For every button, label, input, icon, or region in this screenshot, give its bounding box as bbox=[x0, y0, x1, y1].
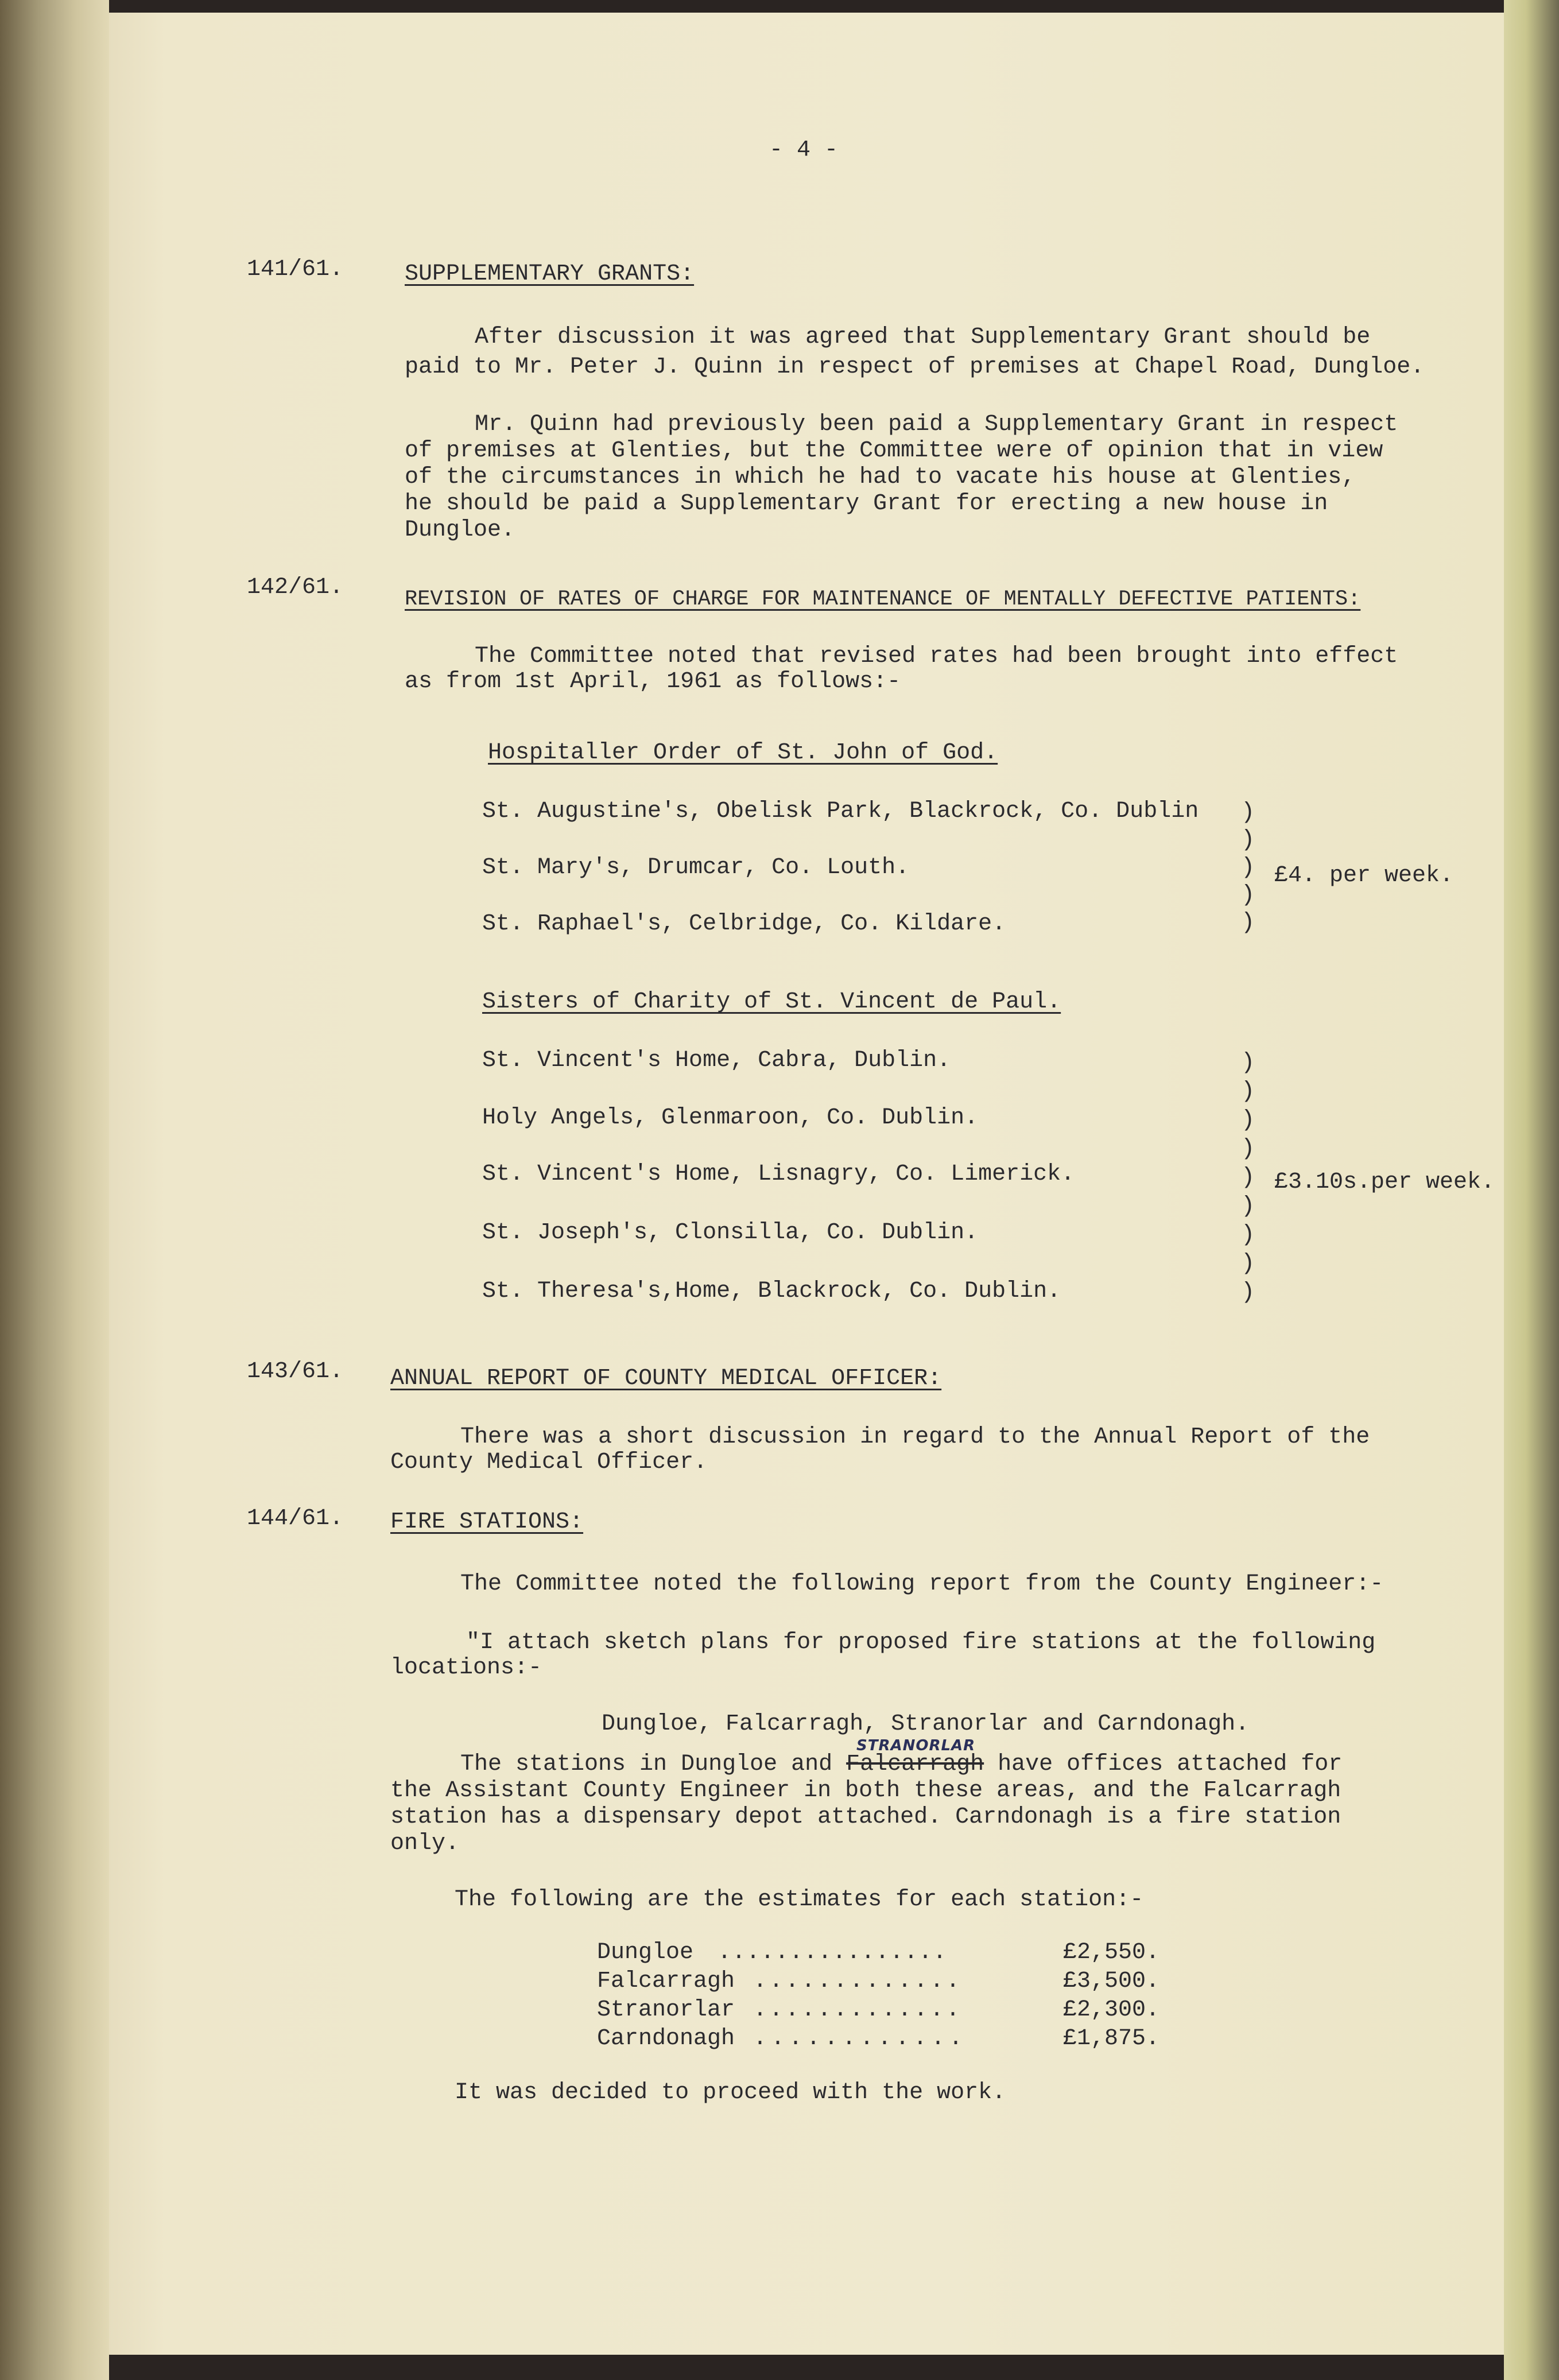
brace: ) bbox=[1241, 827, 1255, 853]
brace: ) bbox=[1241, 1280, 1255, 1305]
estimate-name: Falcarragh bbox=[597, 1968, 735, 1994]
heading-supplementary-grants: SUPPLEMENTARY GRANTS: bbox=[405, 261, 695, 287]
estimate-dots: ............. bbox=[753, 1997, 963, 2023]
paragraph-line: locations:- bbox=[390, 1655, 542, 1681]
brace: ) bbox=[1241, 1050, 1255, 1076]
paragraph-line: Dungloe. bbox=[405, 517, 515, 543]
text-span: The stations in Dungloe and bbox=[460, 1751, 847, 1777]
rate-hospitaller: £4. per week. bbox=[1274, 863, 1454, 889]
institution-entry: St. Theresa's,Home, Blackrock, Co. Dublin. bbox=[482, 1278, 1061, 1304]
text-span: have offices attached for bbox=[984, 1751, 1343, 1777]
estimate-amount: £1,875. bbox=[1063, 2026, 1160, 2052]
institution-entry: St. Mary's, Drumcar, Co. Louth. bbox=[482, 855, 910, 881]
brace: ) bbox=[1241, 800, 1255, 825]
institution-entry: St. Vincent's Home, Cabra, Dublin. bbox=[482, 1048, 951, 1073]
paragraph-line: The following are the estimates for each station:- bbox=[455, 1887, 1144, 1913]
estimate-dots: ............. bbox=[753, 1968, 963, 1994]
document-page bbox=[109, 13, 1504, 2355]
institution-entry: St. Augustine's, Obelisk Park, Blackrock, Co. Dublin bbox=[482, 798, 1199, 824]
paragraph-line: of premises at Glenties, but the Committee were of opinion that in view bbox=[405, 438, 1383, 464]
paragraph-line: station has a dispensary depot attached. Carndonagh is a fire station bbox=[390, 1804, 1341, 1830]
brace: ) bbox=[1241, 1165, 1255, 1191]
brace: ) bbox=[1241, 1079, 1255, 1104]
heading-annual-report: ANNUAL REPORT OF COUNTY MEDICAL OFFICER: bbox=[390, 1366, 942, 1391]
paragraph-line: paid to Mr. Peter J. Quinn in respect of premises at Chapel Road, Dungloe. bbox=[405, 354, 1425, 380]
struck-word: Falcarragh bbox=[846, 1751, 984, 1777]
paragraph-line: the Assistant County Engineer in both these areas, and the Falcarragh bbox=[390, 1778, 1341, 1804]
institution-entry: St. Raphael's, Celbridge, Co. Kildare. bbox=[482, 911, 1006, 937]
page-edge bbox=[1504, 0, 1559, 2380]
paragraph-line: as from 1st April, 1961 as follows:- bbox=[405, 669, 901, 695]
estimate-amount: £3,500. bbox=[1063, 1968, 1160, 1994]
paragraph-line: "I attach sketch plans for proposed fire stations at the following bbox=[466, 1630, 1376, 1656]
handwritten-correction: STRANORLAR bbox=[856, 1737, 976, 1754]
locations-line: Dungloe, Falcarragh, Stranorlar and Carndonagh. bbox=[602, 1711, 1250, 1737]
paragraph-line: The Committee noted that revised rates had been brought into effect bbox=[475, 644, 1398, 669]
group-title-sisters-of-charity: Sisters of Charity of St. Vincent de Paul. bbox=[482, 989, 1061, 1015]
brace: ) bbox=[1241, 1136, 1255, 1162]
paragraph-line: he should be paid a Supplementary Grant for erecting a new house in bbox=[405, 491, 1328, 517]
institution-entry: Holy Angels, Glenmaroon, Co. Dublin. bbox=[482, 1105, 979, 1131]
rate-sisters-of-charity: £3.10s.per week. bbox=[1274, 1169, 1495, 1195]
estimate-dots: ................ bbox=[718, 1940, 948, 1966]
institution-entry: St. Vincent's Home, Lisnagry, Co. Limerick. bbox=[482, 1161, 1075, 1187]
institution-entry: St. Joseph's, Clonsilla, Co. Dublin. bbox=[482, 1220, 979, 1246]
brace: ) bbox=[1241, 1222, 1255, 1248]
item-number-142: 142/61. bbox=[247, 575, 344, 600]
paragraph-line: of the circumstances in which he had to vacate his house at Glenties, bbox=[405, 464, 1356, 490]
estimate-name: Stranorlar bbox=[597, 1997, 735, 2023]
page-number: - 4 - bbox=[769, 137, 839, 163]
paragraph-line: There was a short discussion in regard to the Annual Report of the bbox=[460, 1424, 1370, 1450]
brace: ) bbox=[1241, 882, 1255, 908]
item-number-143: 143/61. bbox=[247, 1359, 344, 1385]
estimate-dots: ............ bbox=[753, 2026, 967, 2052]
estimate-amount: £2,300. bbox=[1063, 1997, 1160, 2023]
estimate-amount: £2,550. bbox=[1063, 1940, 1160, 1966]
brace: ) bbox=[1241, 1107, 1255, 1133]
brace: ) bbox=[1241, 910, 1255, 936]
paragraph-line: only. bbox=[390, 1831, 460, 1856]
paragraph-line: After discussion it was agreed that Supplementary Grant should be bbox=[475, 324, 1371, 350]
heading-revision-of-rates: REVISION OF RATES OF CHARGE FOR MAINTENANCE OF MENTALLY DEFECTIVE PATIENTS: bbox=[405, 587, 1361, 611]
brace: ) bbox=[1241, 855, 1255, 881]
heading-fire-stations: FIRE STATIONS: bbox=[390, 1509, 584, 1535]
estimate-name: Carndonagh bbox=[597, 2026, 735, 2052]
paragraph-line: County Medical Officer. bbox=[390, 1449, 708, 1475]
brace: ) bbox=[1241, 1251, 1255, 1277]
group-title-hospitaller: Hospitaller Order of St. John of God. bbox=[488, 740, 998, 766]
decision-line: It was decided to proceed with the work. bbox=[455, 2080, 1006, 2106]
estimate-name: Dungloe bbox=[597, 1940, 694, 1966]
item-number-144: 144/61. bbox=[247, 1506, 344, 1532]
paragraph-line: The Committee noted the following report from the County Engineer:- bbox=[460, 1571, 1384, 1597]
paragraph-line: Mr. Quinn had previously been paid a Supplementary Grant in respect bbox=[475, 412, 1398, 437]
paragraph-line bbox=[460, 1751, 1342, 1778]
brace: ) bbox=[1241, 1193, 1255, 1219]
book-binding bbox=[0, 0, 109, 2380]
item-number-141: 141/61. bbox=[247, 257, 344, 282]
